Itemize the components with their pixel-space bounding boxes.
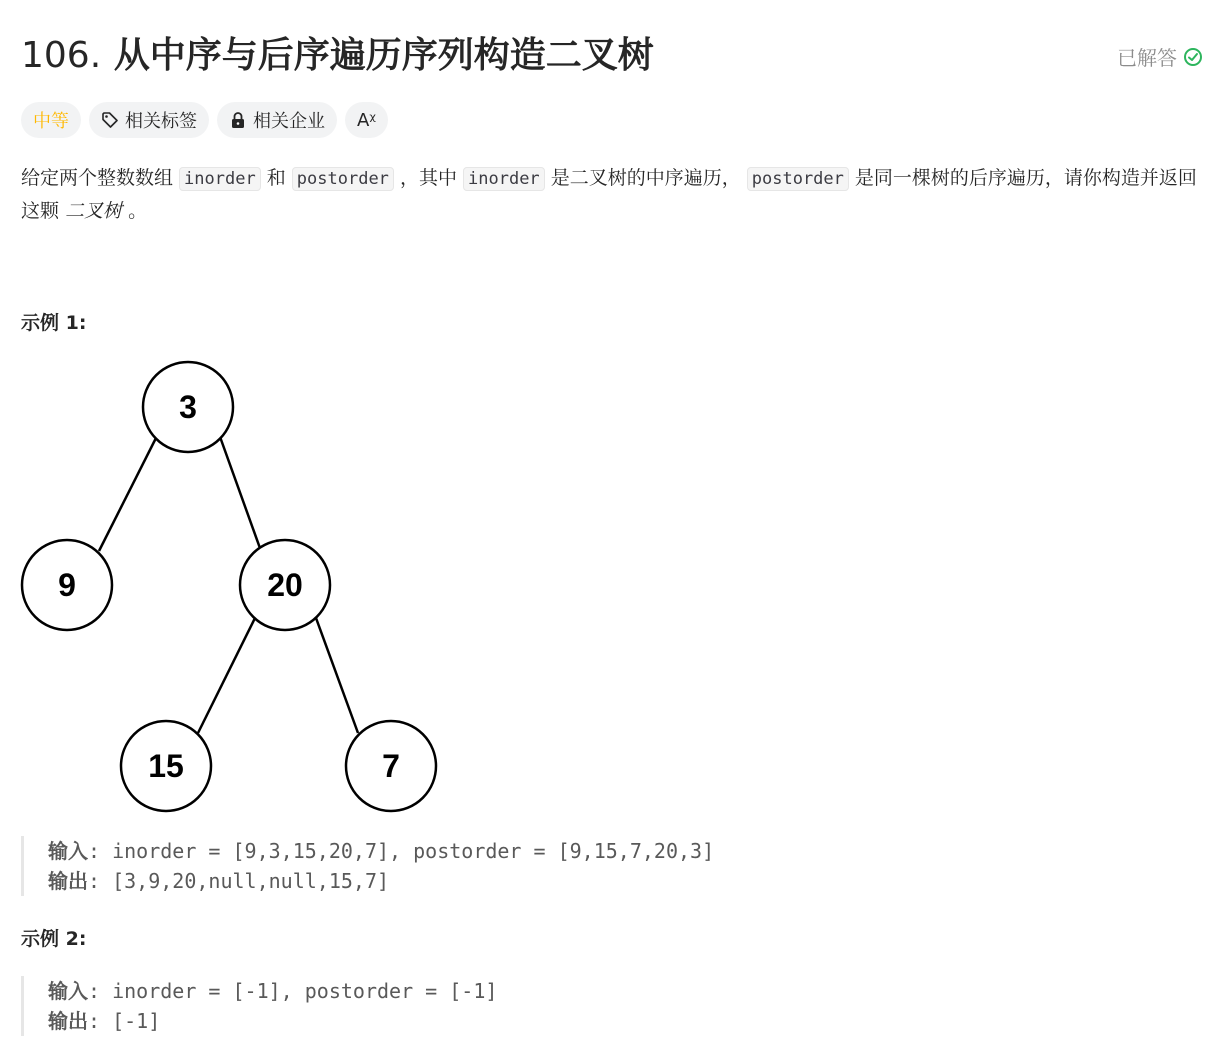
inline-code: postorder <box>292 167 394 191</box>
tree-edge <box>198 618 255 733</box>
example-input-line <box>48 836 1203 866</box>
tree-node-label: 3 <box>179 389 197 425</box>
problem-title: 从中序与后序遍历序列构造二叉树 <box>113 35 654 76</box>
input-label: 输入 <box>48 979 88 1003</box>
problem-description <box>21 162 1203 227</box>
tree-node-label: 9 <box>58 567 76 603</box>
example-2-title: 示例 2: <box>21 928 87 950</box>
output-label: 输出 <box>48 1009 88 1033</box>
example-1-block <box>21 836 1203 896</box>
tag-bar <box>21 102 388 138</box>
related-topics-button[interactable] <box>89 102 209 138</box>
output-value: : [3,9,20,null,null,15,7] <box>88 869 390 893</box>
tree-node-label: 15 <box>148 748 184 784</box>
tag-icon <box>101 111 119 129</box>
inline-code: postorder <box>747 167 849 191</box>
tree-node <box>121 721 211 811</box>
solved-status <box>1117 42 1203 71</box>
problem-number: 106. <box>21 35 102 76</box>
desc-text: 给定两个整数数组 <box>21 167 180 189</box>
page-title <box>21 30 654 82</box>
desc-text: 。 <box>122 200 148 222</box>
example-output-line <box>48 1006 1203 1036</box>
solved-label: 已解答 <box>1117 46 1177 70</box>
translate-icon: Aᵡ <box>357 109 376 131</box>
tree-node-label: 20 <box>267 567 303 603</box>
related-companies-label: 相关企业 <box>253 111 325 132</box>
inline-code: inorder <box>179 167 261 191</box>
input-label: 输入 <box>48 839 88 863</box>
tree-node <box>22 540 112 630</box>
input-value: : inorder = [-1], postorder = [-1] <box>88 979 498 1003</box>
example-input-line <box>48 976 1203 1006</box>
related-topics-label: 相关标签 <box>125 111 197 132</box>
tree-node-label: 7 <box>382 748 400 784</box>
desc-text: 和 <box>260 167 292 189</box>
translate-button[interactable] <box>345 102 388 138</box>
tree-edge <box>219 434 261 551</box>
example-output-line <box>48 866 1203 896</box>
tree-node <box>346 721 436 811</box>
tree-edge <box>316 618 358 733</box>
desc-text: ，其中 <box>393 167 464 189</box>
inline-code: inorder <box>463 167 545 191</box>
desc-text: 是二叉树的中序遍历， <box>544 167 747 189</box>
output-value: : [-1] <box>88 1009 161 1033</box>
tree-node <box>143 362 233 452</box>
desc-emphasis: 二叉树 <box>65 200 123 222</box>
example-2-block <box>21 976 1203 1036</box>
input-value: : inorder = [9,3,15,20,7], postorder = [9,15,7,20,3] <box>88 839 715 863</box>
binary-tree-image <box>20 358 440 814</box>
output-label: 输出 <box>48 869 88 893</box>
difficulty-badge[interactable]: 中等 <box>21 102 81 138</box>
lock-icon <box>229 111 247 129</box>
desc-text: 是同一棵树的后序遍历，请你构造并返回这颗 <box>21 167 1197 222</box>
check-circle-icon <box>1183 47 1203 67</box>
tree-node <box>240 540 330 630</box>
title-row <box>21 30 1203 82</box>
example-1-title: 示例 1: <box>21 312 87 334</box>
related-companies-button[interactable] <box>217 102 337 138</box>
tree-edge <box>99 434 158 551</box>
